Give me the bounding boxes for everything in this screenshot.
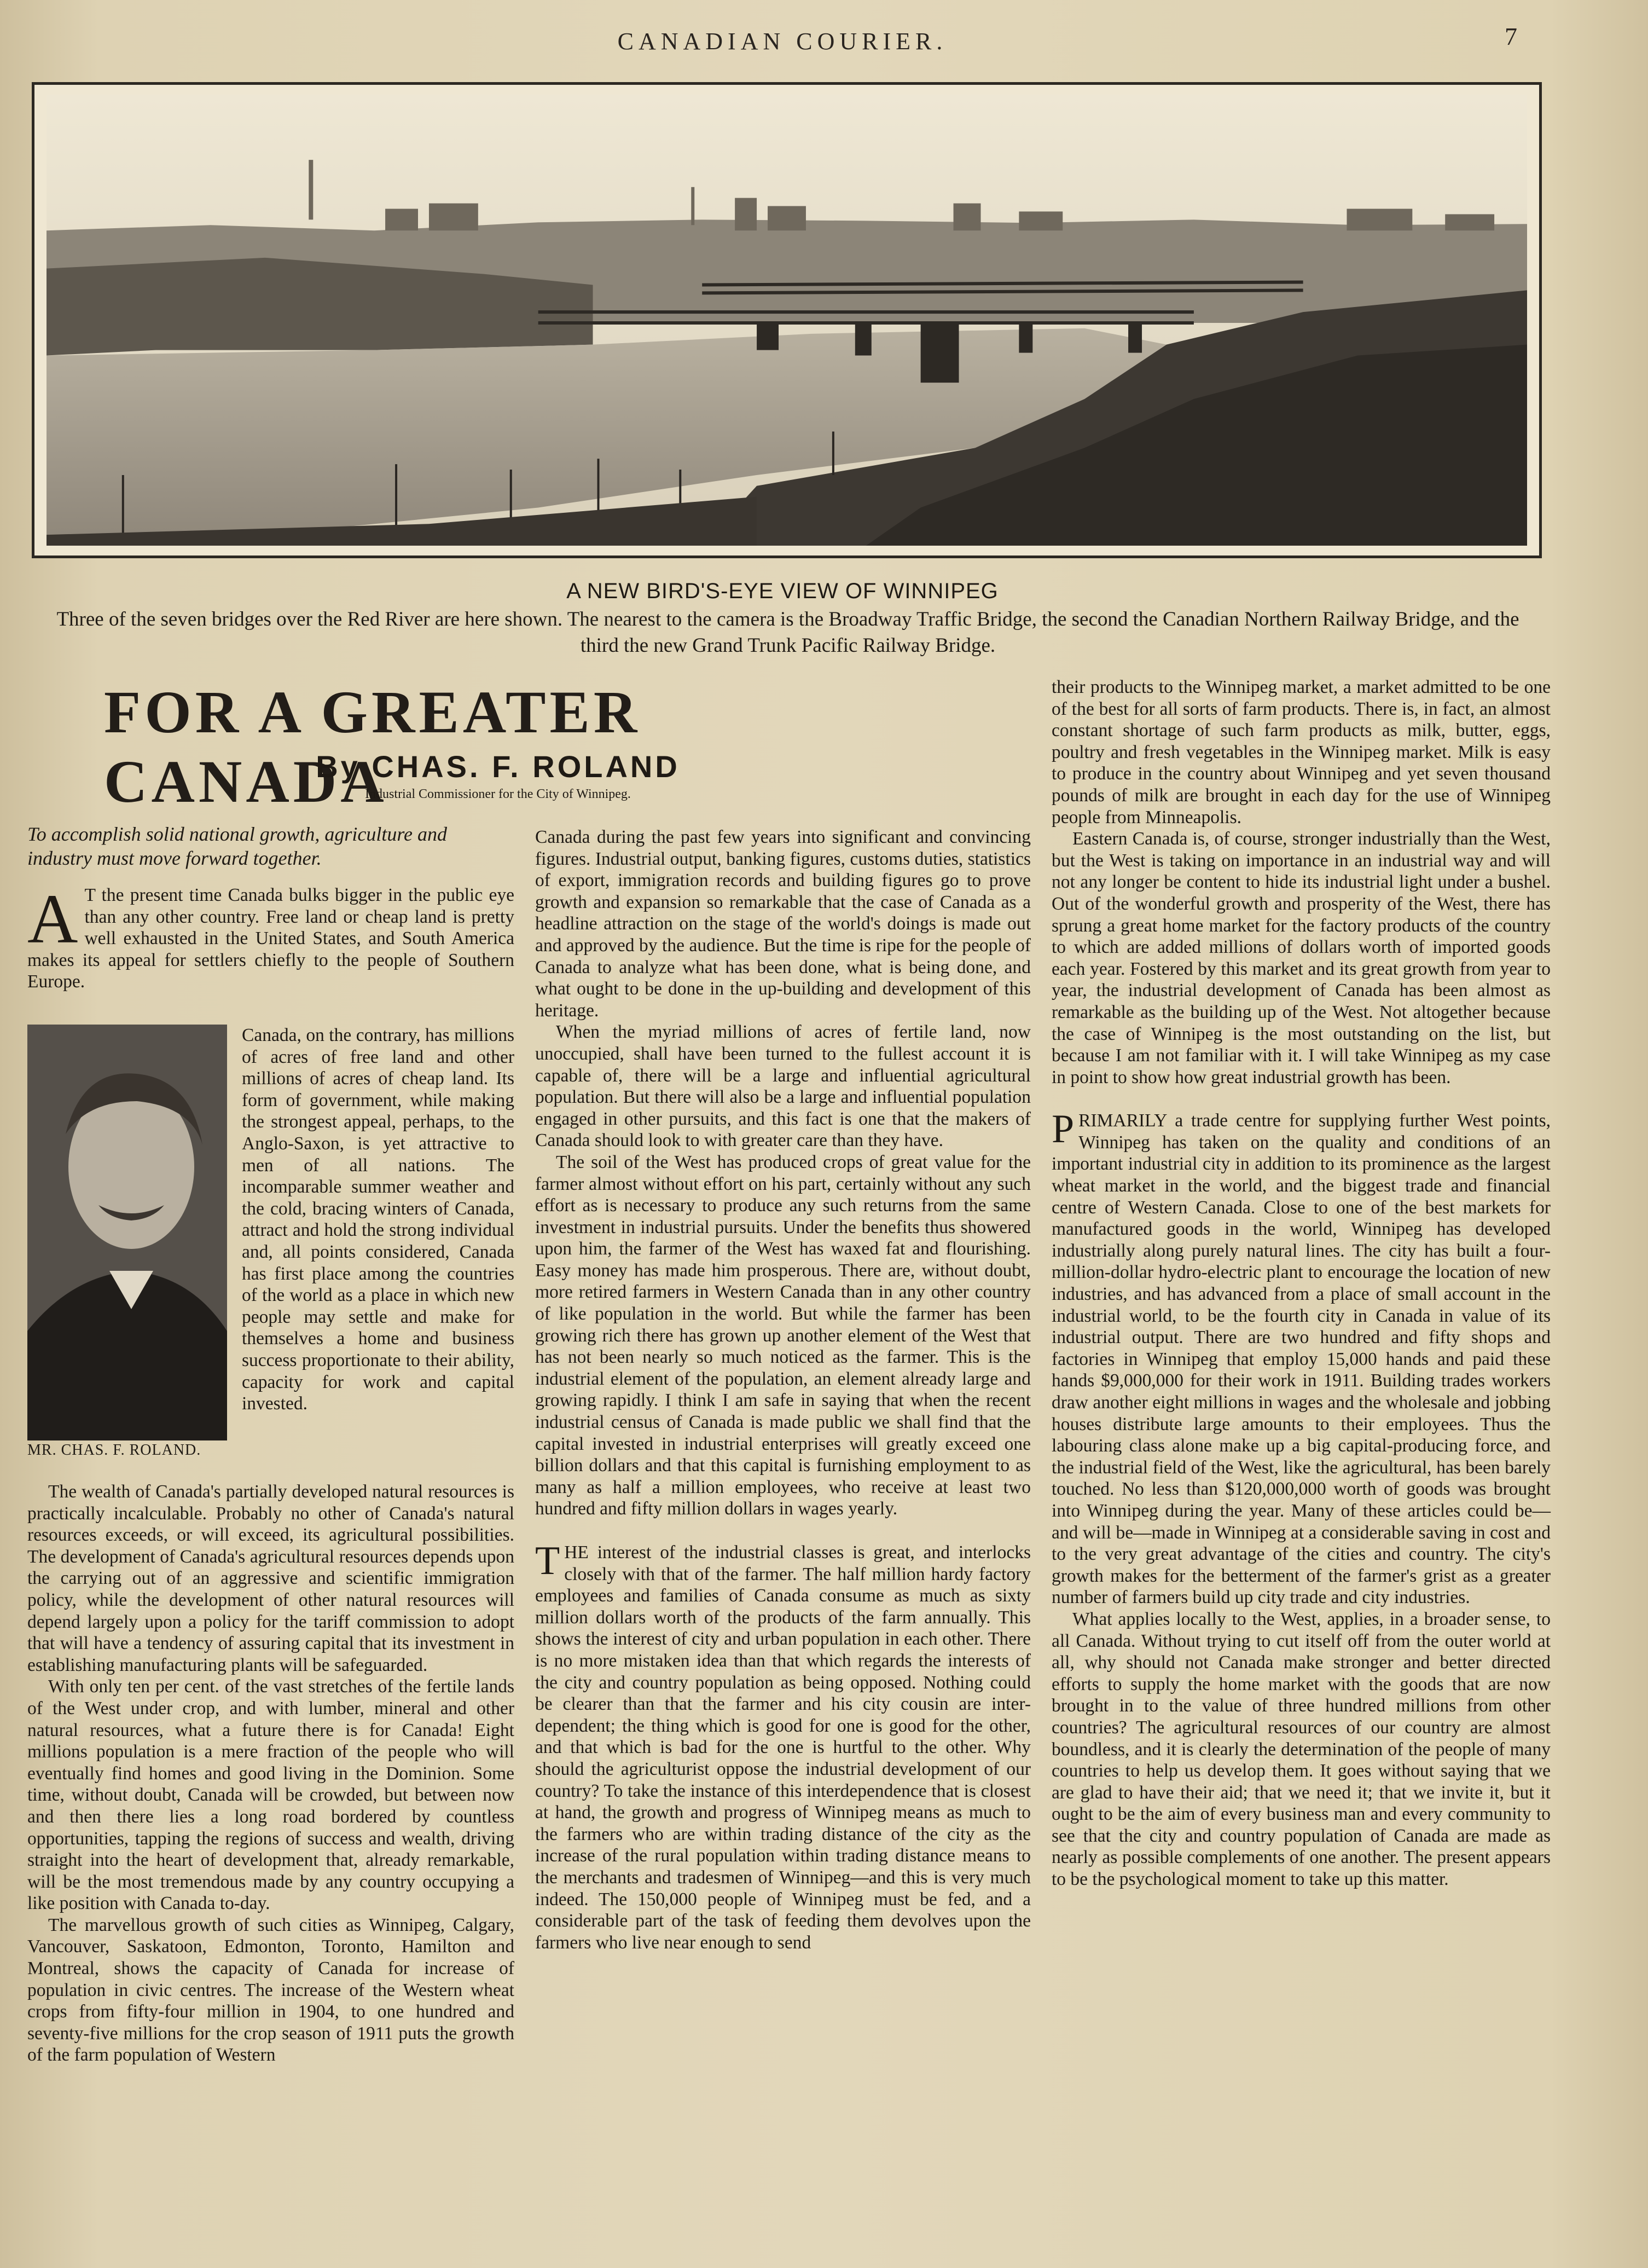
column-3-paragraph-2: Eastern Canada is, of course, stronger industrially than the West, but the West is taking on importance in an industrial way and will not any longer be content to hide its industrial light under a bushel. Out of the wonderful growth and prosperity of the West, there has sprung a great home market for the factory products of the country to which are added millions of dollars worth of imported goods each year. Fostered by this market and its great growth from year to year, the industrial development of Canada has been almost as remarkable as the building up of the West. Not altogether because the case of Winnipeg is the most outstanding on the list, but because I am not familiar with it. I will take Winnipeg as my case in point to show how great industrial growth has been.	[1052, 829, 1551, 1087]
column-3	[1052, 676, 1551, 1890]
article-headline: FOR A GREATER CANADA	[104, 679, 641, 815]
column-2-paragraph-3: The soil of the West has produced crops of great value for the farmer almost without effort on his part, certainly without any such effort as is necessary to produce any such returns from the same investment in industrial pursuits. Under the benefits thus showered upon him, the farmer of the West has waxed fat and flourishing. Easy money has made him prosperous. There are, without doubt, more retired farmers in Western Canada than in any other country of like population in the world. But while the farmer has been growing rich there has grown up another element of the West that has not been nearly so much noticed as the farmer. This is the industrial element of the population, an element already large and growing rapidly. I think I am safe in saying that when the recent industrial census of Canada is made public we shall find that the capital invested in industrial enterprises will greatly exceed one billion dollars and that this capital is furnishing employment to as many as half a million employees, who receive at least two hundred and fifty million dollars in wages yearly.	[535, 1152, 1031, 1519]
portrait-float-space	[27, 1025, 230, 1460]
column-2-paragraph-4: HE interest of the industrial classes is great, and interlocks closely with that of the farmer. The half million hardy factory employees and families of Canada consume as much as sixty million dollars worth of the products of the farm annually. This shows the interest of city and urban population in each other. There is no more mistaken idea than that which regards the interests of the city and country population as being opposed. Nothing could be clearer than that the farmer and his city cousin are inter-dependent; the thing which is good for one is good for the other, and that which is bad for the one is hurtful to the other. Why should the agriculturist oppose the industrial development of our country? To take the instance of this interdependence that is closest at hand, the growth and progress of Winnipeg means as much to the farmers who are within trading distance of the city as the increase of the rural population within trading distance means to the merchants and tradesmen of Winnipeg—and this is very much indeed. The 150,000 people of Winnipeg must be fed, and a considerable part of the task of feeding them devolves upon the farmers who live near enough to send	[535, 1542, 1031, 1953]
column-1-paragraph-4: The marvellous growth of such cities as Winnipeg, Calgary, Vancouver, Saskatoon, Edmonton, Toronto, Hamilton and Montreal, shows the capacity of Canada for increase of population in civic centres. The increase of the Western wheat crops from fifty-four million in 1904, to one hundred and seventy-five millions for the crop season of 1911 puts the growth of the farm population of Western	[27, 1914, 514, 2066]
photo-caption-text: Three of the seven bridges over the Red River are here shown. The nearest to the camera is the Broadway Traffic Bridge, the second the Canadian Northern Railway Bridge, and the third the new Grand Trunk Pacific Railway Bridge.	[56, 608, 1519, 657]
column-1-bottom	[27, 1481, 514, 2066]
article-byline: By CHAS. F. ROLAND	[316, 749, 680, 784]
column-1-paragraph-2: The wealth of Canada's partially developed natural resources is practically incalculable. Probably no other of Canada's natural resources exceeds, or will exceed, its agricultural possibilities. The development of Canada's agricultural resources depends upon the carrying out of an aggressive and scientific immigration policy, while the development of other natural resources will depend largely upon a policy for the tariff commission to adopt that will have a tendency of assuring capital that its investment in establishing manufacturing plants will be safeguarded.	[27, 1482, 514, 1675]
column-1-wrap-text: Canada, on the contrary, has millions of acres of free land and other millions of acres of cheap land. Its form of government, while making the strongest appeal, perhaps, to the Anglo-Saxon, is yet attractive to men of all nations. The incomparable summer weather and the cold, bracing winters of Canada, attract and hold the strong individual and, all points considered, Canada has first place among the countries of the world as a place in which new people may settle and make for themselves a home and business success proportionate to their ability, capacity for work and capital invested.	[242, 1025, 514, 1414]
drop-cap-t: T	[535, 1538, 560, 1583]
column-3-paragraph-1: their products to the Winnipeg market, a market admitted to be one of the best for all sorts of farm products. There is, in fact, an almost constant shortage of such farm products as milk, butter, eggs, poultry and fresh vegetables in the Winnipeg market. Milk is easy to produce in the country about Winnipeg and yet seven thousand pounds of milk are brought in each day for the use of Winnipeg people from Minneapolis.	[1052, 677, 1551, 828]
section-gap	[1052, 1088, 1551, 1110]
winnipeg-panorama-photo	[32, 82, 1542, 558]
column-2-paragraph-2: When the myriad millions of acres of fertile land, now unoccupied, shall have been turned to the fullest account it is capable of, there will be a large and influential agricultural population. But there will also be a large and influential population engaged in other pursuits, and this fact is one that the makers of Canada should look to with greater care than they have.	[535, 1022, 1031, 1151]
column-3-paragraph-4: What applies locally to the West, applies, in a broader sense, to all Canada. Without trying to cut itself off from the outer world at all, why should not Canada make stronger and better directed efforts to supply the home market with the goods that are now brought in to the value of three hundred millions from other countries? The agricultural resources of our country are almost boundless, and it is clearly the determination of the people of many countries to help us develop them. It goes without saying that we are glad to have their aid; that we need it; that we invite it, but it ought to be the aim of every business man and every community to see that the city and country population of Canada are made as nearly as possible complements of one another. The present appears to be the psychological moment to take up this matter.	[1052, 1609, 1551, 1890]
panorama-illustration	[47, 95, 1527, 546]
drop-cap-p: P	[1052, 1107, 1075, 1152]
portrait-caption: MR. CHAS. F. ROLAND.	[27, 1442, 201, 1459]
column-1-paragraph-3: With only ten per cent. of the vast stretches of the fertile lands of the West under crop, and with lumber, mineral and other natural resources, what a future there is for Canada! Eight millions population is a mere fraction of the people who will eventually find homes and good living in the Dominion. Some time, without doubt, Canada will be crowded, but between now and then there lies a long road bordered by countless opportunities, tapping the regions of success and wealth, driving straight into the heart of development that, already remarkable, will be the most tremendous made by any country occupying a like position with Canada to-day.	[27, 1676, 514, 1914]
column-3-paragraph-3: RIMARILY a trade centre for supplying further West points, Winnipeg has taken on the quality and conditions of an important industrial city in addition to its prominence as the largest wheat market in the world, and the biggest trade and financial centre of Western Canada. Close to one of the best markets for manufactured goods in the world, Winnipeg has developed industrially along purely natural lines. The city has built a four-million-dollar hydro-electric plant to encourage the location of new industries, and has advanced from a place of small account in the industrial world, to be the fourth city in Canada in value of its industrial output. There are two hundred and fifty shops and factories in Winnipeg that employ 15,000 hands and paid these hands $9,000,000 for their work in 1911. Building trades workers draw another eight millions in wages and the wholesale and jobbing houses distribute large amounts to their employees. Thus the labouring class alone make up a big capital-producing force, and the industrial field of the West, like the agricultural, has been barely touched. No less than $120,000,000 worth of goods was brought into Winnipeg during the year. Many of these articles could be—and will be—made in Winnipeg at a considerable saving in cost and to the very great advantage of the cities and country. The city's growth makes for the betterment of the farmer's grist as a greater number of farmers build up city trade and city industries.	[1052, 1110, 1551, 1608]
column-2	[535, 826, 1031, 1953]
byline-title: Industrial Commissioner for the City of Winnipeg.	[365, 787, 631, 801]
column-1-opening-text: T the present time Canada bulks bigger in the public eye than any other country. Free land or cheap land is pretty well exhausted in the United States, and South America makes its appeal for settlers chiefly to the people of Southern Europe.	[27, 885, 514, 992]
column-2-paragraph-1: Canada during the past few years into significant and convincing figures. Industrial output, banking figures, customs duties, statistics of export, immigration records and building figures go to prove growth and expansion so remarkable that the case of Canada as a headline attraction on the stage of the world's doings is made out and approved by the audience. But the time is ripe for the people of Canada to analyze what has been done, what is being done, and what ought to be done in the up-building and development of this heritage.	[535, 827, 1031, 1021]
masthead: CANADIAN COURIER.	[617, 28, 948, 55]
section-gap	[535, 1520, 1031, 1542]
column-1-opening	[27, 880, 514, 993]
page-number: 7	[1505, 22, 1517, 50]
photo-caption-title: A NEW BIRD'S-EYE VIEW OF WINNIPEG	[566, 579, 999, 603]
drop-cap-a: A	[27, 880, 78, 958]
article-lede: To accomplish solid national growth, agriculture and industry must move forward together.	[27, 823, 448, 869]
column-1-wrap	[27, 1025, 514, 1460]
